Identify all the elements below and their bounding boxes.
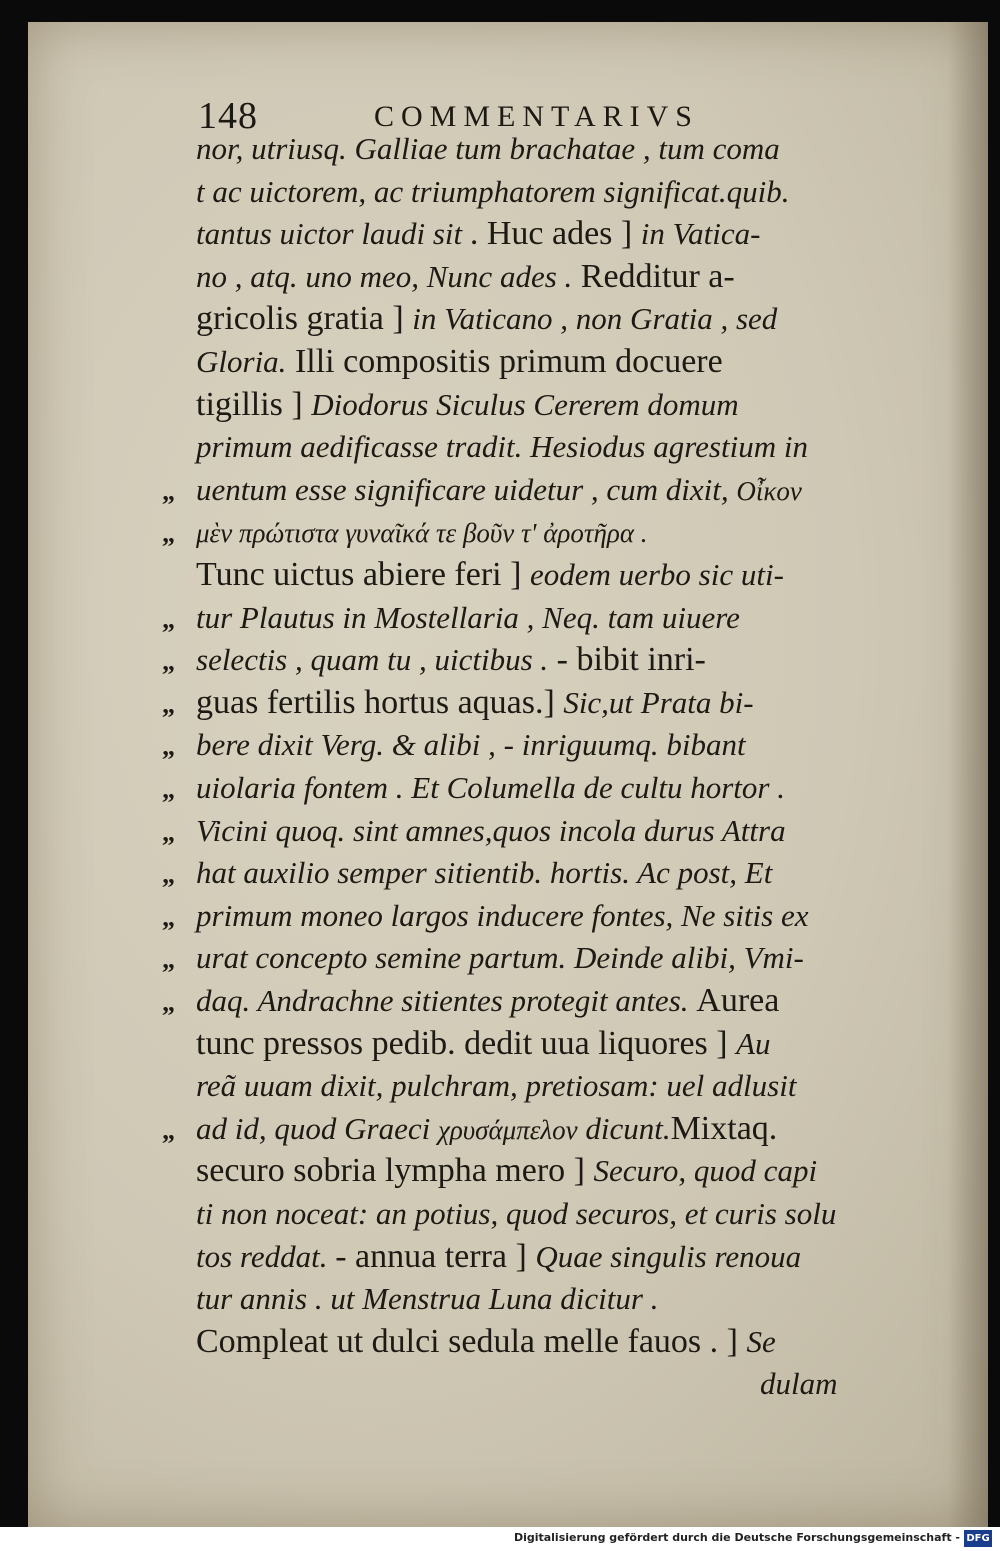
italic-commentary: Vicini quoq. sint amnes,quos incola durus Attra [196,812,786,848]
quotation-marker: „ [162,860,175,890]
text-line [196,1152,817,1190]
roman-lemma: securo sobria lympha mero ] [196,1152,594,1190]
greek-text: χρυσάμπελον [437,1114,578,1145]
text-line [196,812,786,850]
quotation-marker: „ [162,988,175,1017]
quotation-marker: „ [162,1115,175,1145]
roman-lemma: tunc pressos pedib. dedit uua liquores ] [196,1024,737,1062]
italic-commentary: in Vatica- [640,216,761,252]
quotation-marker: „ [162,817,175,847]
roman-lemma: Aurea [696,982,780,1019]
text-line [196,939,804,977]
text-line [196,641,706,679]
italic-commentary: ti non noceat: an potius, quod securos, et curis solu [196,1196,837,1231]
italic-commentary: Gloria. [196,344,287,379]
digitization-footer [0,1527,1000,1551]
footer-credit: Digitalisierung gefördert durch die Deutsche Forschungsgemeinschaft - [513,1531,960,1544]
text-line [196,769,785,807]
quotation-marker: „ [162,476,175,506]
roman-lemma: Mixtaq. [670,1109,778,1147]
roman-lemma: . Huc ades ] [469,215,641,253]
text-line [196,556,784,594]
italic-commentary: Se [746,1323,776,1359]
text-line [196,1280,658,1318]
quotation-marker: „ [162,732,175,762]
text-line [196,726,746,764]
quotation-marker: „ [162,775,175,804]
italic-commentary: primum moneo largos inducere fontes, Ne sitis ex [196,897,809,933]
text-line [760,1365,838,1403]
text-line [196,1195,836,1233]
italic-commentary: bere dixit Verg. & alibi , - inriguumq. bibant [196,727,746,763]
text-line [196,513,648,551]
text-line [196,428,808,466]
quotation-marker: „ [162,689,175,719]
italic-commentary: urat concepto semine partum. Deinde alibi, Vmi- [196,940,804,976]
roman-lemma: - annua terra ] [335,1237,536,1275]
roman-lemma: Compleat ut dulci sedula melle fauos . ] [196,1322,747,1360]
text-line [196,300,777,338]
roman-lemma: Tunc uictus abiere feri ] [196,556,530,593]
italic-commentary: no , atq. uno meo, Nunc ades . [196,258,573,294]
quotation-marker: „ [162,647,175,677]
text-line [196,173,790,211]
greek-text: μὲν πρώτιστα γυναῖκά τε βοῦν τ' ἀροτῆρα . [196,518,648,549]
italic-commentary: hat auxilio semper sitientib. hortis. Ac post, Et [196,855,773,891]
italic-commentary: primum aedificasse tradit. Hesiodus agrestium in [196,429,808,465]
italic-commentary: t ac uictorem, ac triumphatorem significat.quib. [196,173,790,209]
text-line [196,471,802,509]
roman-lemma: - bibit inri- [548,641,706,679]
text-line [196,897,808,935]
quotation-marker: „ [162,519,175,549]
italic-commentary: selectis , quam tu , uictibus . [196,642,549,678]
text-line [196,258,735,296]
text-line [196,386,739,424]
text-line [196,854,772,892]
italic-commentary: dulam [760,1366,838,1402]
italic-commentary: tos reddat. [196,1238,336,1274]
italic-commentary: ad id, quod Graeci [196,1110,438,1146]
roman-lemma: Illi compositis primum docuere [286,343,723,380]
italic-commentary: daq. Andrachne sitientes protegit antes. [196,983,697,1018]
italic-commentary: dicunt. [577,1110,671,1146]
italic-commentary: in Vaticano , non Gratia , sed [412,301,778,337]
text-line [196,215,760,253]
italic-commentary: uiolaria fontem . Et Columella de cultu hortor . [196,770,785,805]
italic-commentary: Sic,ut Prata bi- [563,684,754,720]
dfg-logo: DFG [964,1530,992,1547]
roman-lemma: guas fertilis hortus aquas.] [196,683,564,721]
roman-lemma: tigillis ] [196,385,312,423]
italic-commentary: Diodorus Siculus Cererem domum [311,386,739,422]
roman-lemma: gricolis gratia ] [196,300,413,338]
text-line [196,599,740,637]
running-title: COMMENTARIVS [374,100,699,133]
italic-commentary: uentum esse significare uidetur , cum dixit, [196,471,737,507]
text-line [196,1323,776,1361]
italic-commentary: nor, utriusq. Galliae tum brachatae , tum coma [196,131,780,166]
italic-commentary: Au [736,1025,771,1061]
italic-commentary: tur Plautus in Mostellaria , Neq. tam uiuere [196,599,740,635]
greek-text: Οἶκον [736,475,802,506]
quotation-marker: „ [162,945,175,975]
page-number: 148 [198,95,258,137]
italic-commentary: Securo, quod capi [593,1153,818,1189]
text-line [196,1238,801,1276]
text-line [196,130,780,168]
italic-commentary: tantus uictor laudi sit [196,216,470,252]
text-line [196,1110,777,1148]
text-line [196,982,779,1020]
italic-commentary: tur annis . ut Menstrua Luna dicitur . [196,1281,659,1317]
roman-lemma: Redditur a- [572,257,735,295]
italic-commentary: eodem uerbo sic uti- [529,557,784,592]
italic-commentary: Quae singulis renoua [535,1238,802,1274]
text-line [196,684,754,722]
text-line [196,343,723,381]
italic-commentary: reã uuam dixit, pulchram, pretiosam: uel adlusit [196,1068,797,1104]
text-line [196,1025,771,1063]
text-line [196,1067,796,1105]
quotation-marker: „ [162,902,175,932]
quotation-marker: „ [162,604,175,634]
